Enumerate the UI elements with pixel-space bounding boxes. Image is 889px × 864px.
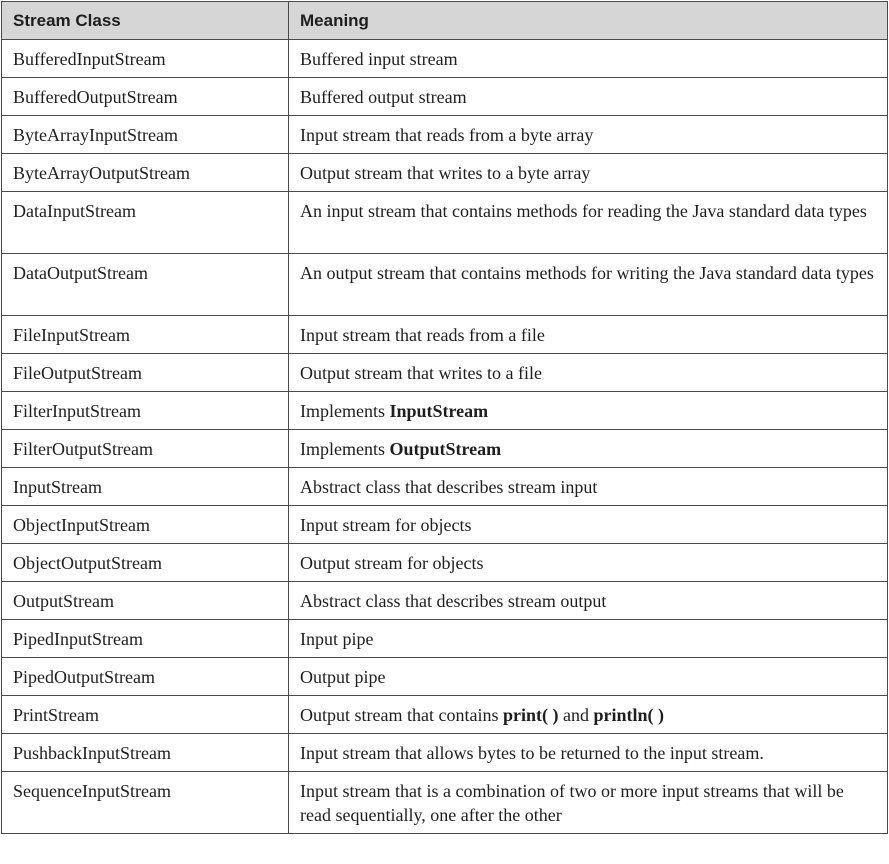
table-header-row bbox=[2, 2, 888, 40]
meaning-text: Abstract class that describes stream input bbox=[300, 477, 598, 497]
meaning-text: An input stream that contains methods for reading the Java standard data types bbox=[300, 201, 867, 221]
table-row bbox=[2, 772, 888, 834]
meaning-cell bbox=[289, 430, 888, 468]
meaning-cell bbox=[289, 620, 888, 658]
meaning-text: Input stream that allows bytes to be returned to the input stream. bbox=[300, 743, 764, 763]
meaning-cell bbox=[289, 316, 888, 354]
meaning-text: and bbox=[558, 705, 594, 725]
meaning-text: Output stream for objects bbox=[300, 553, 484, 573]
meaning-text: Input stream for objects bbox=[300, 515, 472, 535]
column-header-stream-class: Stream Class bbox=[2, 2, 289, 40]
table-row bbox=[2, 78, 888, 116]
table-body bbox=[2, 40, 888, 834]
table-row bbox=[2, 40, 888, 78]
meaning-text: Input stream that reads from a byte array bbox=[300, 125, 594, 145]
table-row bbox=[2, 506, 888, 544]
meaning-text: Buffered output stream bbox=[300, 87, 467, 107]
column-header-meaning: Meaning bbox=[289, 2, 888, 40]
meaning-text: Abstract class that describes stream output bbox=[300, 591, 607, 611]
table-row bbox=[2, 658, 888, 696]
stream-class-cell: PipedInputStream bbox=[2, 620, 289, 658]
meaning-text: Output stream that contains bbox=[300, 705, 503, 725]
stream-class-cell: FileOutputStream bbox=[2, 354, 289, 392]
meaning-text: Input stream that is a combination of two or more input streams that will be read sequentially, one after the other bbox=[300, 781, 844, 825]
meaning-cell bbox=[289, 354, 888, 392]
stream-class-cell: FilterOutputStream bbox=[2, 430, 289, 468]
stream-class-cell: FilterInputStream bbox=[2, 392, 289, 430]
stream-class-cell: BufferedOutputStream bbox=[2, 78, 289, 116]
stream-class-cell: ObjectOutputStream bbox=[2, 544, 289, 582]
stream-class-cell: PushbackInputStream bbox=[2, 734, 289, 772]
meaning-bold-term: InputStream bbox=[389, 401, 489, 421]
meaning-text: Input pipe bbox=[300, 629, 374, 649]
meaning-cell bbox=[289, 696, 888, 734]
meaning-cell bbox=[289, 544, 888, 582]
table-row bbox=[2, 620, 888, 658]
stream-class-cell: ByteArrayOutputStream bbox=[2, 154, 289, 192]
meaning-cell bbox=[289, 734, 888, 772]
meaning-bold-term: OutputStream bbox=[389, 439, 502, 459]
meaning-text: Input stream that reads from a file bbox=[300, 325, 545, 345]
meaning-cell bbox=[289, 468, 888, 506]
table-row bbox=[2, 254, 888, 316]
meaning-cell bbox=[289, 154, 888, 192]
table-row bbox=[2, 154, 888, 192]
table-row bbox=[2, 734, 888, 772]
meaning-cell bbox=[289, 658, 888, 696]
table-row bbox=[2, 582, 888, 620]
stream-class-cell: OutputStream bbox=[2, 582, 289, 620]
meaning-text: Implements bbox=[300, 401, 390, 421]
stream-class-cell: ObjectInputStream bbox=[2, 506, 289, 544]
meaning-cell bbox=[289, 772, 888, 834]
stream-class-cell: BufferedInputStream bbox=[2, 40, 289, 78]
meaning-cell bbox=[289, 78, 888, 116]
table-row bbox=[2, 468, 888, 506]
table-row bbox=[2, 316, 888, 354]
meaning-cell bbox=[289, 254, 888, 316]
table-row bbox=[2, 192, 888, 254]
table-row bbox=[2, 544, 888, 582]
meaning-cell bbox=[289, 506, 888, 544]
table-row bbox=[2, 116, 888, 154]
meaning-text: Output pipe bbox=[300, 667, 386, 687]
table-row bbox=[2, 392, 888, 430]
meaning-cell bbox=[289, 40, 888, 78]
table-row bbox=[2, 354, 888, 392]
table-row bbox=[2, 430, 888, 468]
meaning-text: An output stream that contains methods for writing the Java standard data types bbox=[300, 263, 874, 283]
stream-class-cell: FileInputStream bbox=[2, 316, 289, 354]
meaning-cell bbox=[289, 392, 888, 430]
meaning-bold-term: print( ) bbox=[502, 705, 559, 725]
meaning-text: Buffered input stream bbox=[300, 49, 458, 69]
stream-class-cell: InputStream bbox=[2, 468, 289, 506]
meaning-bold-term: println( ) bbox=[593, 705, 664, 725]
stream-class-cell: DataInputStream bbox=[2, 192, 289, 254]
meaning-cell bbox=[289, 582, 888, 620]
meaning-cell bbox=[289, 192, 888, 254]
stream-class-table bbox=[1, 1, 888, 834]
stream-class-cell: DataOutputStream bbox=[2, 254, 289, 316]
stream-class-cell: PipedOutputStream bbox=[2, 658, 289, 696]
meaning-cell bbox=[289, 116, 888, 154]
stream-class-cell: PrintStream bbox=[2, 696, 289, 734]
meaning-text: Output stream that writes to a file bbox=[300, 363, 542, 383]
meaning-text: Output stream that writes to a byte array bbox=[300, 163, 591, 183]
stream-class-cell: SequenceInputStream bbox=[2, 772, 289, 834]
table-row bbox=[2, 696, 888, 734]
meaning-text: Implements bbox=[300, 439, 390, 459]
stream-class-table-container bbox=[1, 1, 887, 834]
stream-class-cell: ByteArrayInputStream bbox=[2, 116, 289, 154]
